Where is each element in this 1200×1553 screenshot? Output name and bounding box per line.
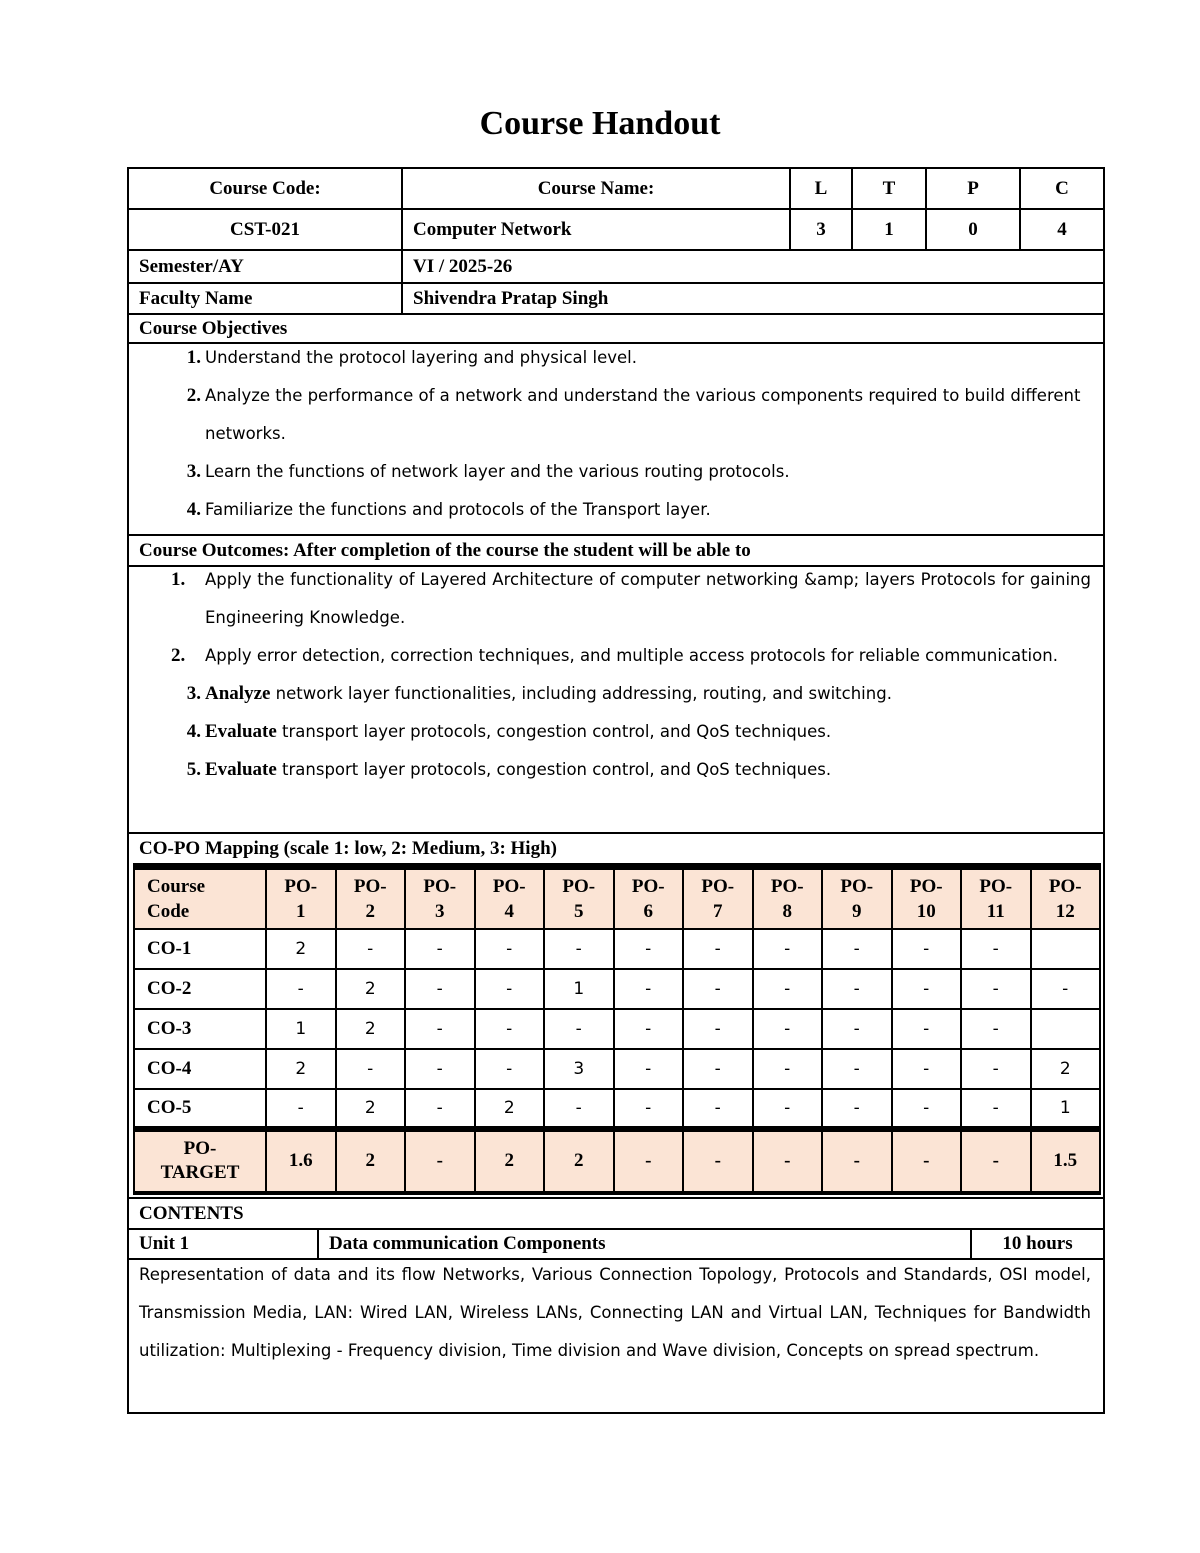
column-header-po: PO- 2 — [336, 867, 406, 929]
table-cell: - — [683, 1089, 753, 1129]
table-cell: - — [892, 929, 962, 969]
table-cell: 1 — [1031, 1089, 1101, 1129]
table-cell: - — [614, 1049, 684, 1089]
list-item: 3. Learn the functions of network layer and the various routing protocols. — [186, 461, 790, 482]
table-cell: - — [614, 1089, 684, 1129]
table-cell: 1 — [266, 1009, 336, 1049]
credit-value: 4 — [1057, 218, 1067, 240]
target-cell: - — [405, 1129, 475, 1193]
table-cell: - — [475, 1049, 545, 1089]
table-row — [134, 1049, 1100, 1089]
list-item: 2. Apply error detection, correction techniques, and multiple access protocols for reliable communication. — [171, 645, 1058, 666]
table-cell: - — [266, 969, 336, 1009]
practical-value: 0 — [968, 218, 978, 240]
unit-title: Data communication Components — [329, 1233, 606, 1254]
list-item: 5. Evaluate transport layer protocols, congestion control, and QoS techniques. — [186, 759, 832, 780]
target-cell: - — [683, 1129, 753, 1193]
page-title: Course Handout — [479, 105, 721, 142]
target-cell: - — [961, 1129, 1031, 1193]
co-po-mapping-table — [133, 863, 1101, 1195]
list-item: 1. Understand the protocol layering and physical level. — [186, 347, 637, 368]
table-cell: - — [753, 969, 823, 1009]
table-cell: - — [405, 1009, 475, 1049]
lecture-value: 3 — [816, 218, 826, 240]
semester-label: Semester/AY — [139, 255, 244, 277]
practical-label: P — [967, 177, 979, 199]
table-cell: - — [405, 1089, 475, 1129]
table-cell: 2 — [336, 1009, 406, 1049]
table-header-row — [134, 867, 1100, 929]
table-cell: - — [753, 1009, 823, 1049]
table-cell: - — [822, 969, 892, 1009]
table-row — [134, 1089, 1100, 1129]
course-code-label: Course Code: — [209, 177, 321, 199]
table-cell: - — [336, 1049, 406, 1089]
table-cell: - — [405, 969, 475, 1009]
co-label: CO-5 — [134, 1089, 266, 1129]
faculty-label: Faculty Name — [139, 287, 253, 309]
objectives-list — [129, 339, 1103, 529]
list-item: 4. Evaluate transport layer protocols, congestion control, and QoS techniques. — [186, 721, 832, 742]
table-cell: - — [753, 1049, 823, 1089]
semester-value: VI / 2025-26 — [413, 255, 513, 277]
table-cell: - — [961, 1089, 1031, 1129]
po-target-label: PO- TARGET — [134, 1129, 266, 1193]
table-cell: - — [475, 1009, 545, 1049]
course-code-value: CST-021 — [229, 218, 301, 240]
table-cell: 2 — [266, 929, 336, 969]
table-cell: - — [1031, 969, 1101, 1009]
tutorial-label: T — [882, 177, 896, 199]
target-cell: - — [614, 1129, 684, 1193]
outcomes-list — [129, 561, 1103, 789]
target-cell: - — [753, 1129, 823, 1193]
column-header-po: PO- 11 — [961, 867, 1031, 929]
objectives-heading: Course Objectives — [139, 317, 288, 339]
column-header-po: PO- 12 — [1031, 867, 1101, 929]
table-cell: 2 — [336, 1089, 406, 1129]
unit-description: Representation of data and its flow Networks, Various Connection Topology, Protocols and Standards, OSI model, Transmission Media, LAN: Wired LAN, Wireless LANs, Connecting LAN and Virtual LAN, Techniques for Bandwidth utilization: Multiplexing - Frequency division, Time division and Wave division, Concepts on spread spectrum. — [139, 1265, 1091, 1360]
course-name-value: Computer Network — [413, 218, 572, 240]
table-cell: - — [892, 1089, 962, 1129]
table-cell: - — [405, 1049, 475, 1089]
table-cell: - — [753, 1089, 823, 1129]
column-header-po: PO- 6 — [614, 867, 684, 929]
table-cell: - — [683, 929, 753, 969]
contents-heading: CONTENTS — [139, 1202, 244, 1224]
table-cell: - — [822, 929, 892, 969]
co-label: CO-4 — [134, 1049, 266, 1089]
table-cell: - — [683, 1009, 753, 1049]
table-cell: - — [892, 1009, 962, 1049]
table-cell: - — [961, 1009, 1031, 1049]
unit-hours: 10 hours — [1002, 1233, 1073, 1254]
lecture-label: L — [814, 177, 828, 199]
table-cell: - — [822, 1089, 892, 1129]
table-cell: - — [544, 1009, 614, 1049]
column-header-po: PO- 7 — [683, 867, 753, 929]
table-cell: - — [822, 1049, 892, 1089]
table-row — [134, 929, 1100, 969]
table-cell: - — [544, 929, 614, 969]
credit-label: C — [1055, 177, 1069, 199]
list-item: 4. Familiarize the functions and protocols of the Transport layer. — [186, 499, 711, 520]
mapping-heading: CO-PO Mapping (scale 1: low, 2: Medium, 3: High) — [139, 837, 557, 859]
table-cell: 2 — [475, 1089, 545, 1129]
table-cell: - — [475, 929, 545, 969]
target-cell: 2 — [475, 1129, 545, 1193]
list-item: 2. Analyze the performance of a network and understand the various components required to build different networks. — [186, 385, 1081, 443]
po-target-row — [134, 1129, 1100, 1193]
unit-label: Unit 1 — [139, 1233, 190, 1254]
target-cell: - — [892, 1129, 962, 1193]
table-cell: - — [266, 1089, 336, 1129]
column-header-po: PO- 1 — [266, 867, 336, 929]
table-row — [134, 1009, 1100, 1049]
outcomes-heading: Course Outcomes: After completion of the course the student will be able to — [139, 539, 751, 561]
target-cell: 1.6 — [266, 1129, 336, 1193]
table-cell: - — [544, 1089, 614, 1129]
column-header-po: PO- 3 — [405, 867, 475, 929]
faculty-value: Shivendra Pratap Singh — [413, 287, 609, 309]
table-cell: 2 — [266, 1049, 336, 1089]
course-name-label: Course Name: — [537, 177, 655, 199]
list-item: 1. Apply the functionality of Layered Architecture of computer networking &amp; layers Protocols for gaining Engineering Knowledge. — [171, 569, 1091, 627]
co-label: CO-2 — [134, 969, 266, 1009]
target-cell: 1.5 — [1031, 1129, 1101, 1193]
tutorial-value: 1 — [884, 218, 894, 240]
co-label: CO-3 — [134, 1009, 266, 1049]
table-cell: - — [405, 929, 475, 969]
table-cell: - — [961, 929, 1031, 969]
list-item: 3. Analyze network layer functionalities, including addressing, routing, and switching. — [186, 683, 892, 704]
table-cell — [1031, 929, 1101, 969]
table-cell — [1031, 1009, 1101, 1049]
column-header-po: PO- 8 — [753, 867, 823, 929]
column-header-course-code: Course Code — [134, 867, 266, 929]
course-handout-table — [127, 167, 1105, 1414]
column-header-po: PO- 4 — [475, 867, 545, 929]
co-label: CO-1 — [134, 929, 266, 969]
table-cell: - — [614, 929, 684, 969]
target-cell: 2 — [544, 1129, 614, 1193]
table-cell: - — [892, 1049, 962, 1089]
table-cell: 1 — [544, 969, 614, 1009]
table-cell: - — [683, 1049, 753, 1089]
column-header-po: PO- 5 — [544, 867, 614, 929]
table-cell: - — [614, 1009, 684, 1049]
column-header-po: PO- 9 — [822, 867, 892, 929]
table-row — [134, 969, 1100, 1009]
table-cell: - — [822, 1009, 892, 1049]
table-cell: 2 — [1031, 1049, 1101, 1089]
table-cell: 2 — [336, 969, 406, 1009]
table-cell: - — [753, 929, 823, 969]
table-cell: - — [336, 929, 406, 969]
table-cell: - — [475, 969, 545, 1009]
table-cell: - — [961, 969, 1031, 1009]
target-cell: - — [822, 1129, 892, 1193]
table-cell: - — [614, 969, 684, 1009]
target-cell: 2 — [336, 1129, 406, 1193]
table-cell: - — [683, 969, 753, 1009]
table-cell: 3 — [544, 1049, 614, 1089]
table-cell: - — [961, 1049, 1031, 1089]
column-header-po: PO- 10 — [892, 867, 962, 929]
table-cell: - — [892, 969, 962, 1009]
